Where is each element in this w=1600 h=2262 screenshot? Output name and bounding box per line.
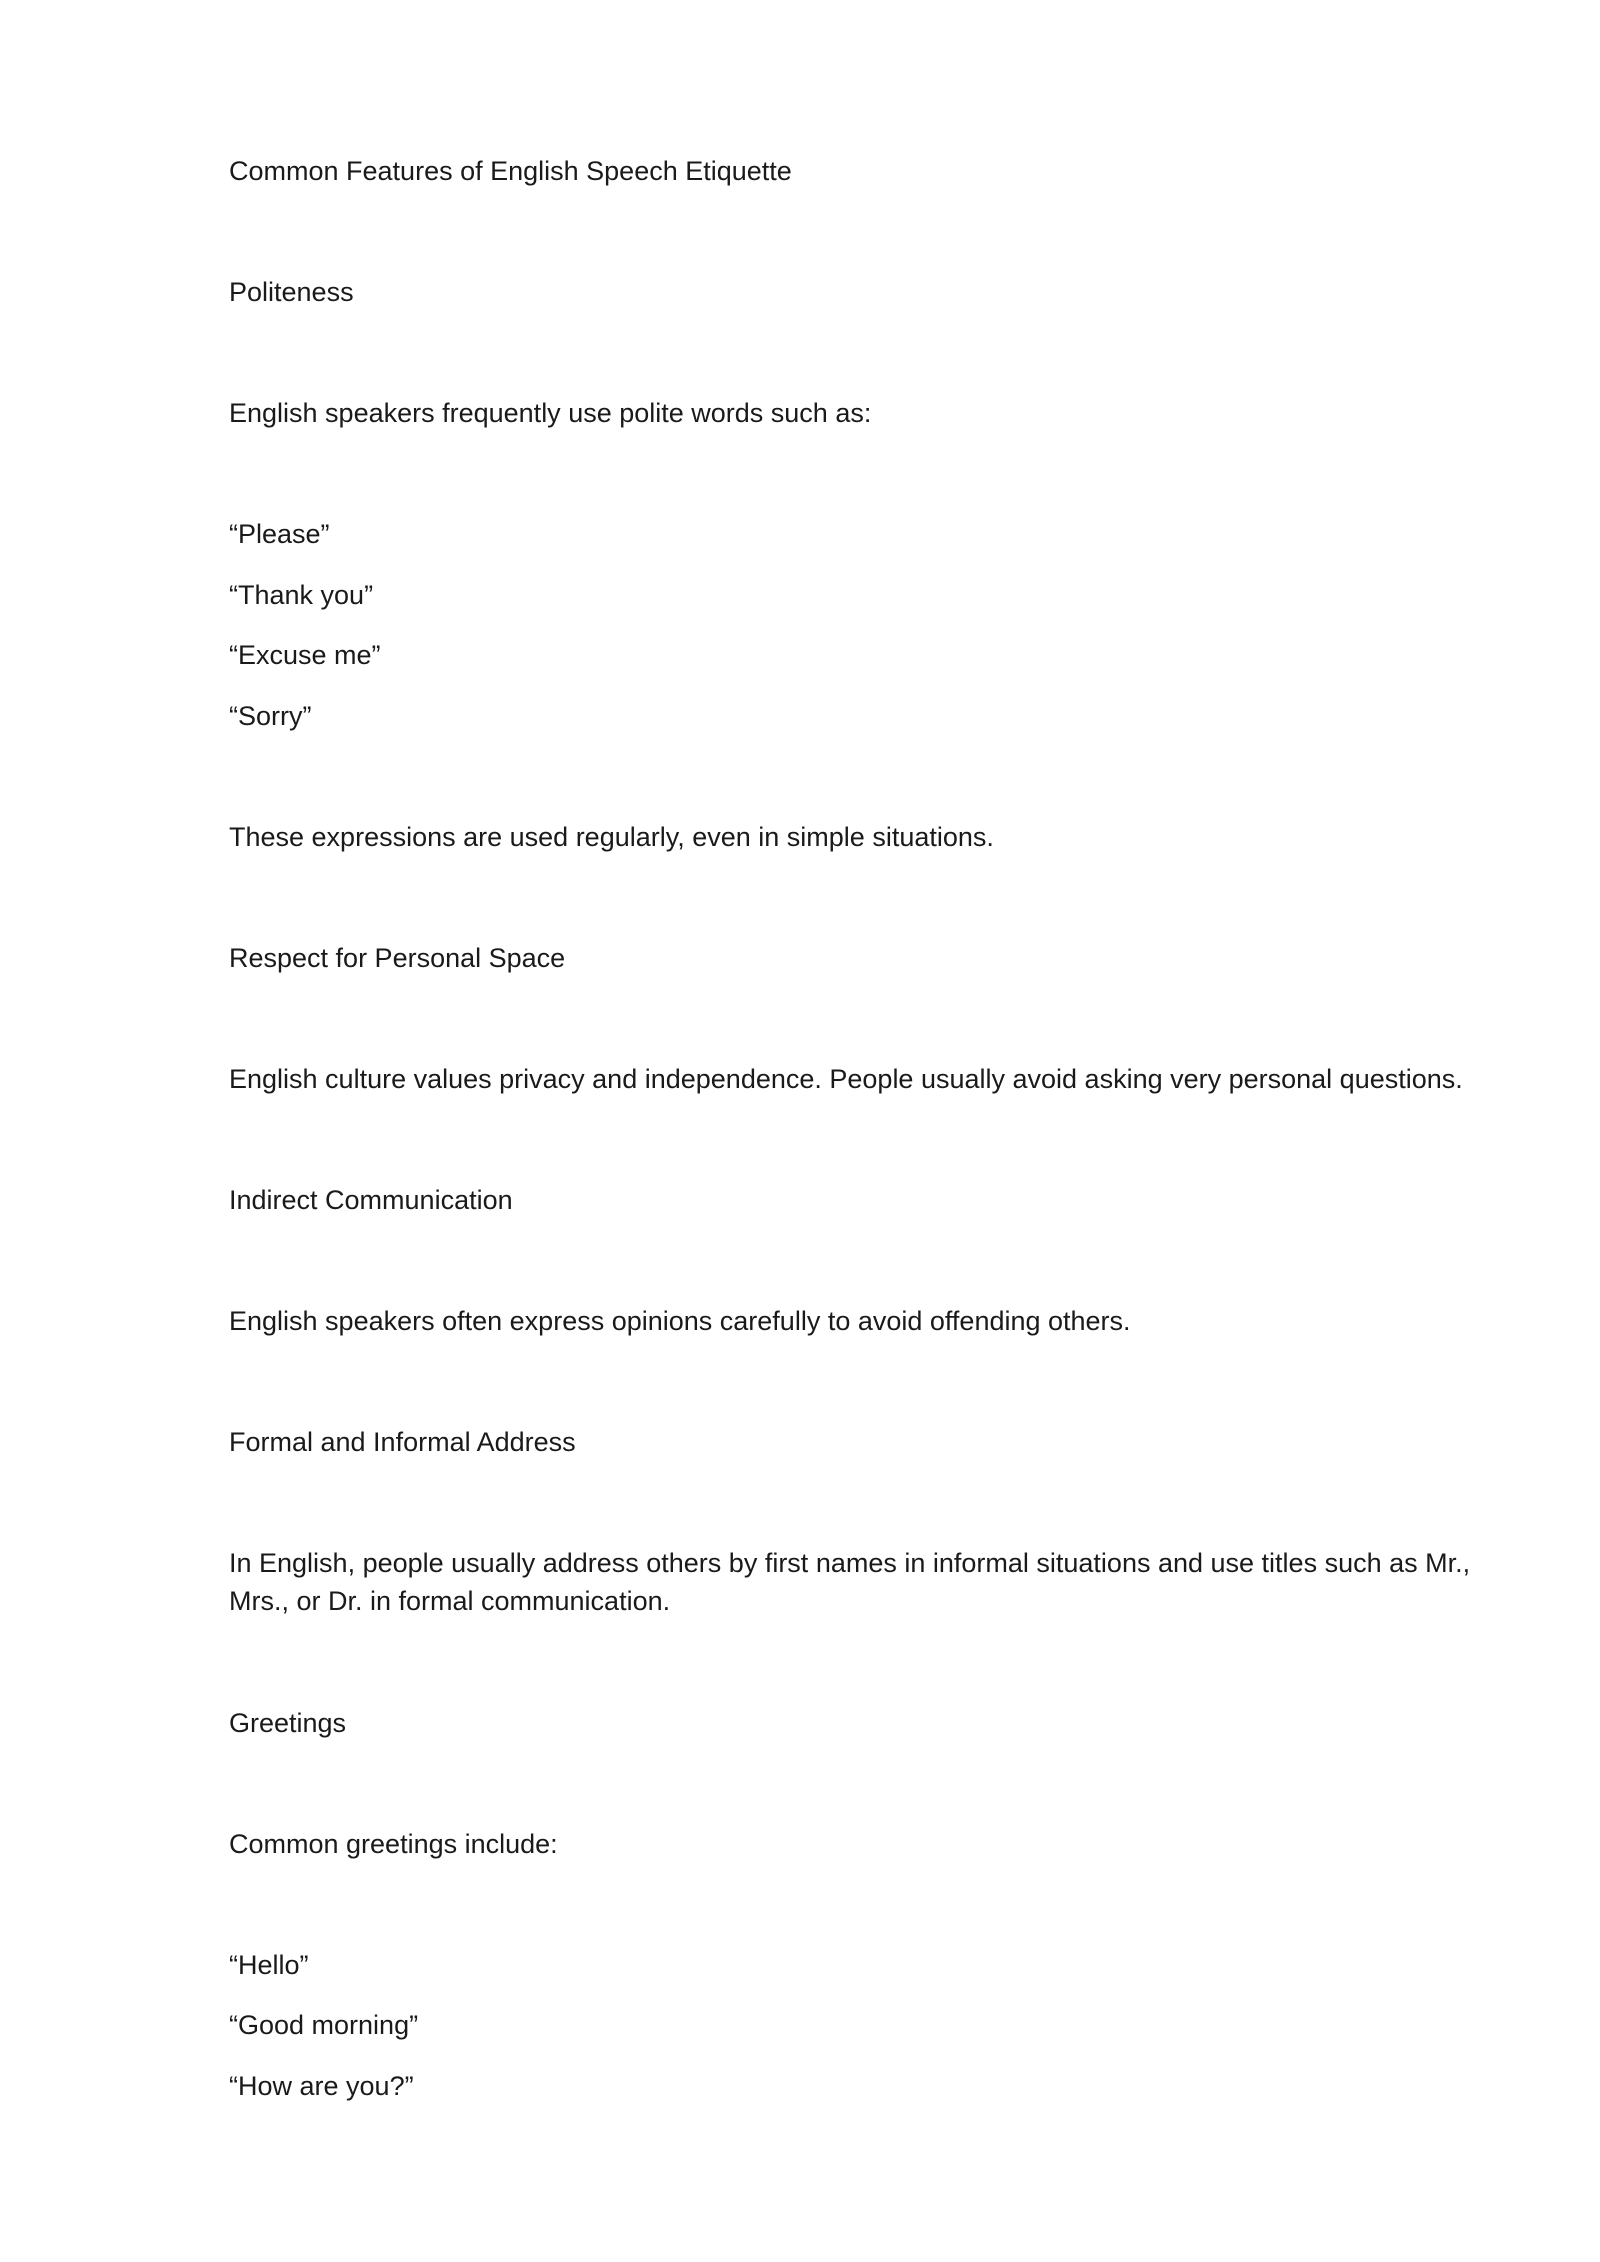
- greetings-intro: Common greetings include:: [229, 1829, 558, 1859]
- indirect-communication-body: English speakers often express opinions carefully to avoid offending others.: [229, 1306, 1131, 1336]
- heading-indirect-communication: Indirect Communication: [229, 1185, 513, 1215]
- address-body: In English, people usually address others by first names in informal situations and use titles such as Mr., Mrs., or Dr. in formal communication.: [229, 1548, 1471, 1616]
- document-title: Common Features of English Speech Etiquette: [229, 156, 792, 186]
- heading-greetings: Greetings: [229, 1708, 347, 1738]
- politeness-intro: English speakers frequently use polite words such as:: [229, 398, 872, 428]
- heading-address: Formal and Informal Address: [229, 1427, 576, 1457]
- greeting-phrase: “How are you?”: [229, 2071, 414, 2101]
- politeness-phrase: “Please”: [229, 519, 330, 549]
- greeting-phrase: “Good morning”: [229, 2010, 419, 2040]
- politeness-note: These expressions are used regularly, even in simple situations.: [229, 822, 994, 852]
- politeness-phrase: “Thank you”: [229, 580, 374, 610]
- politeness-phrase: “Sorry”: [229, 701, 312, 731]
- greeting-phrase: “Hello”: [229, 1950, 309, 1980]
- politeness-phrase: “Excuse me”: [229, 640, 381, 670]
- heading-politeness: Politeness: [229, 277, 354, 307]
- personal-space-body: English culture values privacy and independence. People usually avoid asking very personal questions.: [229, 1064, 1463, 1094]
- heading-personal-space: Respect for Personal Space: [229, 943, 566, 973]
